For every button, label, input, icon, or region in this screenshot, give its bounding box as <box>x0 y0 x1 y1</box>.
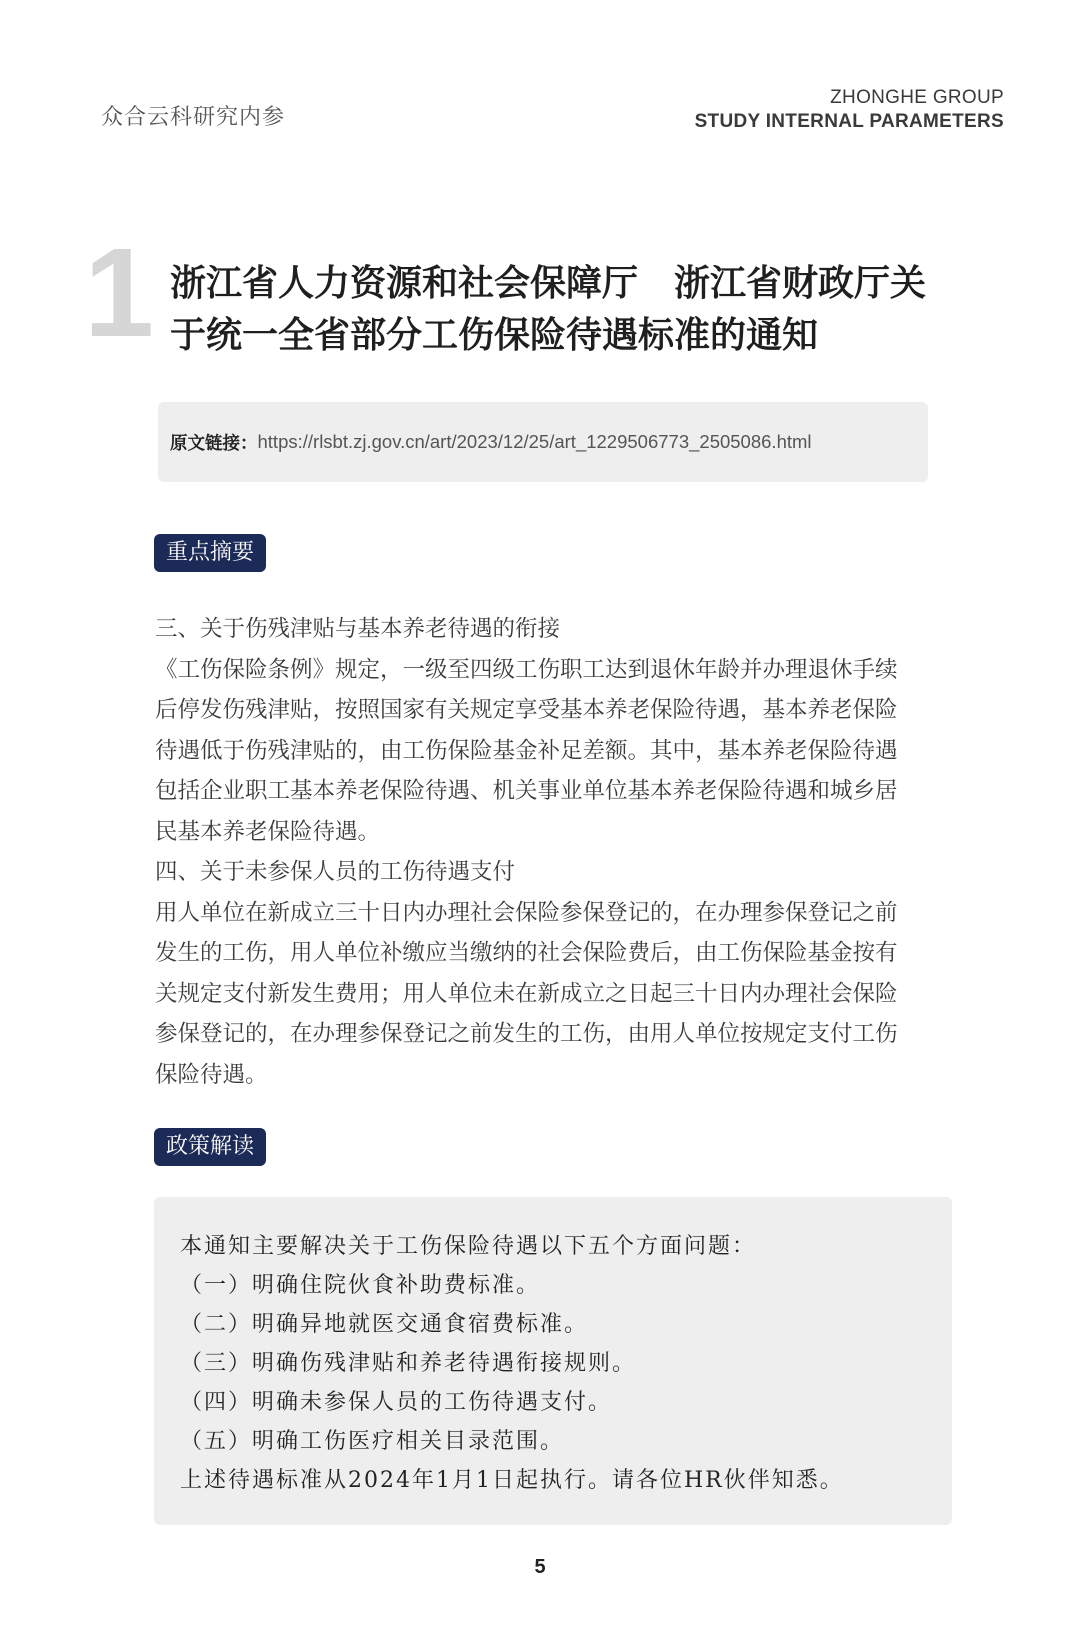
policy-interpretation-tag: 政策解读 <box>154 1128 266 1166</box>
source-link-url[interactable]: https://rlsbt.zj.gov.cn/art/2023/12/25/art_1229506773_2505086.html <box>257 431 812 452</box>
interpretation-item-4: （四）明确未参保人员的工伤待遇支付。 <box>180 1390 613 1415</box>
brand-line-1: ZHONGHE GROUP <box>830 87 1004 108</box>
brand-line-2: STUDY INTERNAL PARAMETERS <box>694 111 1004 132</box>
summary-paragraph-4: 用人单位在新成立三十日内办理社会保险参保登记的，在办理参保登记之前发生的工伤，用人单位补缴应当缴纳的社会保险费后，由工伤保险基金按有关规定支付新发生费用；用人单位未在新成立之日起三十日内办理社会保险参保登记的，在办理参保登记之前发生的工伤，由用人单位按规定支付工伤保险待遇。 <box>155 899 898 1088</box>
source-link-box <box>158 402 928 482</box>
interpretation-closing: 上述待遇标准从2024年1月1日起执行。请各位HR伙伴知悉。 <box>180 1468 844 1493</box>
summary-paragraph-3: 《工伤保险条例》规定，一级至四级工伤职工达到退休年龄并办理退休手续后停发伤残津贴，按照国家有关规定享受基本养老保险待遇，基本养老保险待遇低于伤残津贴的，由工伤保险基金补足差额。其中，基本养老保险待遇包括企业职工基本养老保险待遇、机关事业单位基本养老保险待遇和城乡居民基本养老保险待遇。 <box>155 656 898 845</box>
key-summary-body <box>155 609 915 1095</box>
section-number: 1 <box>84 222 155 363</box>
policy-interpretation-box <box>154 1197 952 1525</box>
interpretation-item-3: （三）明确伤残津贴和养老待遇衔接规则。 <box>180 1351 637 1376</box>
article-title: 浙江省人力资源和社会保障厅 浙江省财政厅关于统一全省部分工伤保险待遇标准的通知 <box>170 263 927 356</box>
publication-name: 众合云科研究内参 <box>101 105 286 130</box>
summary-heading-4: 四、关于未参保人员的工伤待遇支付 <box>155 859 516 885</box>
source-link-label: 原文链接： <box>170 433 258 454</box>
interpretation-item-2: （二）明确异地就医交通食宿费标准。 <box>180 1312 589 1337</box>
interpretation-item-5: （五）明确工伤医疗相关目录范围。 <box>180 1429 565 1454</box>
header-brand <box>695 86 1004 134</box>
interpretation-item-1: （一）明确住院伙食补助费标准。 <box>180 1273 541 1298</box>
key-summary-tag: 重点摘要 <box>154 534 266 572</box>
summary-heading-3: 三、关于伤残津贴与基本养老待遇的衔接 <box>155 616 561 642</box>
page-number: 5 <box>534 1556 546 1578</box>
interpretation-intro: 本通知主要解决关于工伤保险待遇以下五个方面问题： <box>180 1234 757 1259</box>
